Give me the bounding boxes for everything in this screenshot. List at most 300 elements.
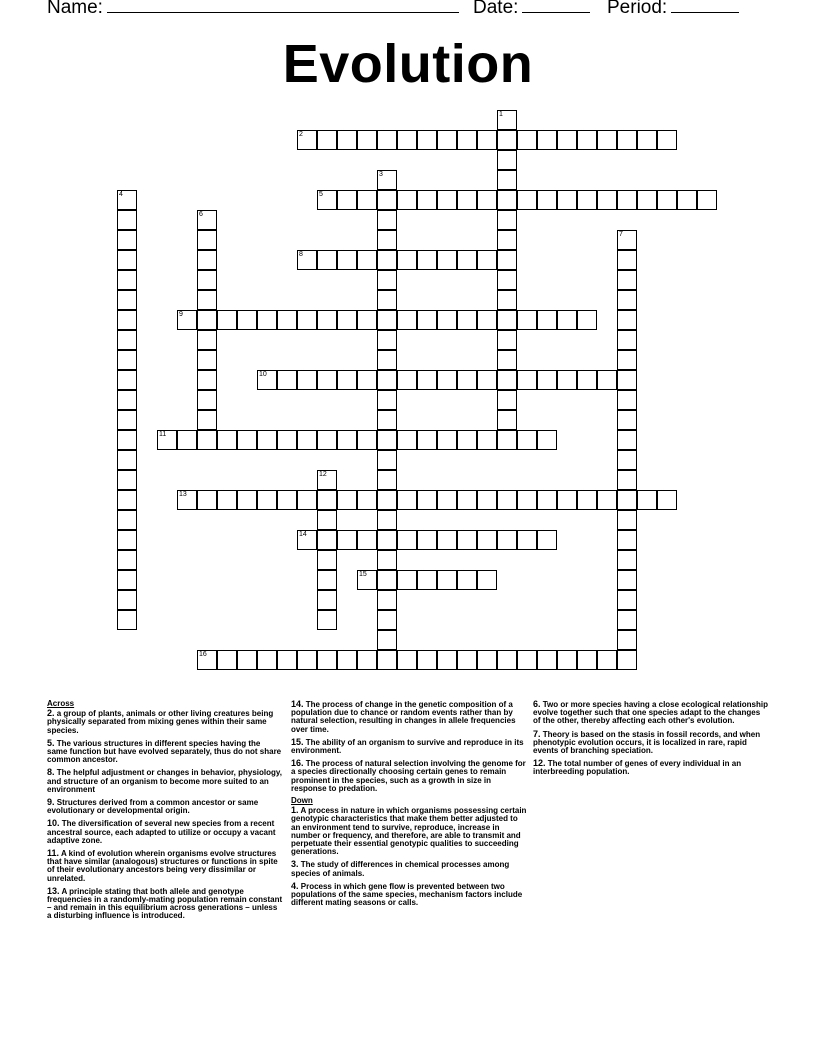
grid-cell[interactable] [397, 310, 417, 330]
grid-cell[interactable] [477, 490, 497, 510]
clue-item-text: The study of differences in chemical processes among species of animals. [291, 860, 510, 878]
clue-number: 10 [259, 371, 267, 378]
grid-cell[interactable] [437, 310, 457, 330]
grid-cell[interactable] [617, 450, 637, 470]
grid-cell[interactable] [497, 390, 517, 410]
grid-cell[interactable] [257, 430, 277, 450]
grid-cell[interactable] [457, 430, 477, 450]
clue-number: 3 [379, 171, 383, 178]
grid-cell[interactable] [597, 650, 617, 670]
grid-cell[interactable] [117, 510, 137, 530]
grid-cell[interactable] [117, 250, 137, 270]
grid-cell[interactable] [377, 490, 397, 510]
grid-cell[interactable] [437, 130, 457, 150]
grid-cell[interactable] [357, 370, 377, 390]
grid-cell[interactable] [697, 190, 717, 210]
grid-cell[interactable] [617, 190, 637, 210]
grid-cell[interactable] [597, 130, 617, 150]
grid-cell[interactable] [437, 430, 457, 450]
clue-item-number: 14. [291, 699, 304, 709]
clue-item [47, 887, 283, 921]
clue-column-3 [533, 700, 769, 781]
grid-cell[interactable] [257, 490, 277, 510]
grid-cell[interactable] [457, 190, 477, 210]
grid-cell[interactable] [217, 310, 237, 330]
grid-cell[interactable] [597, 370, 617, 390]
grid-cell[interactable] [657, 490, 677, 510]
grid-cell[interactable] [477, 570, 497, 590]
grid-cell[interactable] [457, 650, 477, 670]
grid-cell[interactable] [577, 650, 597, 670]
grid-cell[interactable] [457, 530, 477, 550]
grid-cell[interactable] [237, 430, 257, 450]
clue-item-number: 1. [291, 805, 299, 816]
grid-cell[interactable] [317, 250, 337, 270]
grid-cell[interactable] [417, 430, 437, 450]
grid-cell[interactable] [537, 310, 557, 330]
grid-cell[interactable] [197, 250, 217, 270]
grid-cell[interactable] [477, 370, 497, 390]
grid-cell[interactable] [537, 530, 557, 550]
grid-cell[interactable] [477, 530, 497, 550]
grid-cell[interactable] [497, 270, 517, 290]
grid-cell[interactable] [477, 430, 497, 450]
name-label: Name: [47, 0, 103, 18]
grid-cell[interactable] [497, 530, 517, 550]
grid-cell[interactable] [377, 310, 397, 330]
grid-cell[interactable] [197, 330, 217, 350]
clue-item [291, 700, 527, 734]
clue-item-text: A principle stating that both allele and genotype frequencies in a randomly-mating population remain constant – and remain in this equilibrium across generations – unless a disturbing influence is introduced. [47, 886, 283, 921]
grid-cell[interactable] [617, 430, 637, 450]
clue-item-number: 11. [47, 848, 60, 859]
grid-cell[interactable] [557, 370, 577, 390]
grid-cell[interactable] [497, 290, 517, 310]
grid-cell[interactable] [617, 470, 637, 490]
grid-cell[interactable] [457, 490, 477, 510]
grid-cell[interactable] [537, 490, 557, 510]
grid-cell[interactable] [317, 130, 337, 150]
grid-cell[interactable] [497, 230, 517, 250]
grid-cell[interactable] [197, 490, 217, 510]
grid-cell[interactable] [417, 570, 437, 590]
grid-cell[interactable] [377, 430, 397, 450]
grid-cell[interactable] [577, 310, 597, 330]
grid-cell[interactable] [297, 250, 317, 270]
grid-cell[interactable] [377, 650, 397, 670]
grid-cell[interactable] [377, 630, 397, 650]
grid-cell[interactable] [357, 250, 377, 270]
grid-cell[interactable] [617, 310, 637, 330]
grid-cell[interactable] [617, 410, 637, 430]
grid-cell[interactable] [397, 370, 417, 390]
clue-item-text: A kind of evolution wherein organisms evolve structures that have similar (analogous) structures or functions in spite of their evolutionary ancestors being very dissimilar or unrelated. [47, 849, 278, 883]
grid-cell[interactable] [317, 510, 337, 530]
grid-cell[interactable] [617, 290, 637, 310]
grid-cell[interactable] [377, 450, 397, 470]
grid-cell[interactable] [517, 530, 537, 550]
grid-cell[interactable] [397, 190, 417, 210]
grid-cell[interactable] [517, 130, 537, 150]
grid-cell[interactable] [377, 510, 397, 530]
clue-item [533, 759, 769, 776]
grid-cell[interactable] [337, 130, 357, 150]
grid-cell[interactable] [557, 190, 577, 210]
grid-cell[interactable] [317, 190, 337, 210]
grid-cell[interactable] [557, 650, 577, 670]
grid-cell[interactable] [177, 310, 197, 330]
grid-cell[interactable] [337, 430, 357, 450]
grid-cell[interactable] [337, 190, 357, 210]
grid-cell[interactable] [317, 430, 337, 450]
grid-cell[interactable] [617, 650, 637, 670]
grid-cell[interactable] [197, 390, 217, 410]
grid-cell[interactable] [377, 130, 397, 150]
grid-cell[interactable] [557, 310, 577, 330]
grid-cell[interactable] [617, 530, 637, 550]
clue-number: 1 [499, 111, 503, 118]
clue-item-number: 16. [291, 758, 304, 769]
grid-cell[interactable] [417, 190, 437, 210]
grid-cell[interactable] [377, 390, 397, 410]
grid-cell[interactable] [357, 570, 377, 590]
grid-cell[interactable] [277, 370, 297, 390]
grid-cell[interactable] [197, 210, 217, 230]
grid-cell[interactable] [497, 190, 517, 210]
grid-cell[interactable] [357, 310, 377, 330]
grid-cell[interactable] [537, 130, 557, 150]
grid-cell[interactable] [297, 370, 317, 390]
grid-cell[interactable] [377, 410, 397, 430]
grid-cell[interactable] [117, 530, 137, 550]
grid-cell[interactable] [437, 530, 457, 550]
grid-cell[interactable] [617, 230, 637, 250]
clue-number: 2 [299, 131, 303, 138]
grid-cell[interactable] [237, 650, 257, 670]
grid-cell[interactable] [177, 490, 197, 510]
grid-cell[interactable] [237, 490, 257, 510]
grid-cell[interactable] [197, 270, 217, 290]
grid-cell[interactable] [197, 430, 217, 450]
grid-cell[interactable] [437, 570, 457, 590]
grid-cell[interactable] [617, 490, 637, 510]
grid-cell[interactable] [117, 410, 137, 430]
grid-cell[interactable] [257, 310, 277, 330]
clue-item [291, 738, 527, 755]
grid-cell[interactable] [117, 610, 137, 630]
grid-cell[interactable] [397, 650, 417, 670]
grid-cell[interactable] [377, 170, 397, 190]
clue-item-number: 5. [47, 737, 55, 748]
grid-cell[interactable] [377, 470, 397, 490]
grid-cell[interactable] [477, 250, 497, 270]
grid-cell[interactable] [437, 490, 457, 510]
grid-cell[interactable] [617, 250, 637, 270]
grid-cell[interactable] [257, 650, 277, 670]
grid-cell[interactable] [437, 250, 457, 270]
clue-item-text: Two or more species having a close ecological relationship evolve together such that one species adapt to the changes of the other, thereby affecting each other's evolution. [533, 700, 768, 726]
grid-cell[interactable] [377, 610, 397, 630]
grid-cell[interactable] [617, 590, 637, 610]
grid-cell[interactable] [117, 430, 137, 450]
grid-cell[interactable] [317, 530, 337, 550]
grid-cell[interactable] [477, 130, 497, 150]
grid-cell[interactable] [417, 130, 437, 150]
grid-cell[interactable] [377, 590, 397, 610]
grid-cell[interactable] [457, 250, 477, 270]
grid-cell[interactable] [417, 650, 437, 670]
puzzle-title: Evolution [282, 34, 534, 94]
grid-cell[interactable] [497, 430, 517, 450]
grid-cell[interactable] [377, 290, 397, 310]
grid-cell[interactable] [557, 130, 577, 150]
grid-cell[interactable] [597, 190, 617, 210]
grid-cell[interactable] [517, 490, 537, 510]
grid-cell[interactable] [277, 430, 297, 450]
grid-cell[interactable] [297, 430, 317, 450]
grid-cell[interactable] [497, 310, 517, 330]
grid-cell[interactable] [657, 190, 677, 210]
grid-cell[interactable] [197, 650, 217, 670]
grid-cell[interactable] [617, 570, 637, 590]
grid-cell[interactable] [197, 290, 217, 310]
grid-cell[interactable] [157, 430, 177, 450]
grid-cell[interactable] [537, 430, 557, 450]
grid-cell[interactable] [117, 570, 137, 590]
grid-cell[interactable] [317, 590, 337, 610]
grid-cell[interactable] [117, 550, 137, 570]
grid-cell[interactable] [317, 370, 337, 390]
grid-cell[interactable] [297, 130, 317, 150]
grid-cell[interactable] [297, 530, 317, 550]
clue-number: 4 [119, 191, 123, 198]
grid-cell[interactable] [477, 650, 497, 670]
grid-cell[interactable] [377, 190, 397, 210]
grid-cell[interactable] [537, 650, 557, 670]
grid-cell[interactable] [617, 610, 637, 630]
grid-cell[interactable] [337, 650, 357, 670]
grid-cell[interactable] [197, 230, 217, 250]
grid-cell[interactable] [377, 570, 397, 590]
clue-item-number: 15. [291, 736, 304, 747]
grid-cell[interactable] [357, 490, 377, 510]
grid-cell[interactable] [497, 350, 517, 370]
grid-cell[interactable] [377, 530, 397, 550]
grid-cell[interactable] [517, 190, 537, 210]
grid-cell[interactable] [477, 190, 497, 210]
grid-cell[interactable] [497, 490, 517, 510]
grid-cell[interactable] [617, 270, 637, 290]
grid-cell[interactable] [357, 530, 377, 550]
grid-cell[interactable] [497, 130, 517, 150]
grid-cell[interactable] [617, 350, 637, 370]
grid-cell[interactable] [437, 650, 457, 670]
grid-cell[interactable] [517, 310, 537, 330]
grid-cell[interactable] [337, 530, 357, 550]
grid-cell[interactable] [117, 350, 137, 370]
clue-column-1 [47, 700, 283, 925]
grid-cell[interactable] [617, 370, 637, 390]
grid-cell[interactable] [117, 270, 137, 290]
grid-cell[interactable] [337, 370, 357, 390]
grid-cell[interactable] [117, 490, 137, 510]
grid-cell[interactable] [117, 330, 137, 350]
grid-cell[interactable] [317, 310, 337, 330]
grid-cell[interactable] [637, 130, 657, 150]
grid-cell[interactable] [457, 570, 477, 590]
down-heading: Down [291, 796, 313, 806]
grid-cell[interactable] [677, 190, 697, 210]
clue-number: 5 [319, 191, 323, 198]
clue-item [533, 700, 769, 726]
clue-number: 11 [159, 431, 167, 438]
grid-cell[interactable] [497, 150, 517, 170]
grid-cell[interactable] [317, 490, 337, 510]
grid-cell[interactable] [117, 310, 137, 330]
grid-cell[interactable] [217, 430, 237, 450]
grid-cell[interactable] [517, 370, 537, 390]
grid-cell[interactable] [277, 650, 297, 670]
grid-cell[interactable] [417, 250, 437, 270]
grid-cell[interactable] [477, 310, 497, 330]
grid-cell[interactable] [497, 210, 517, 230]
grid-cell[interactable] [397, 490, 417, 510]
clue-item-text: A process in nature in which organisms possessing certain genotypic characteristics that make them better adjusted to an environment tend to survive, reproduce, increase in number or frequency, and therefore, are able to transmit and perpetuate their essential genotypic qualities to succeeding generations. [291, 806, 527, 857]
grid-cell[interactable] [357, 430, 377, 450]
grid-cell[interactable] [117, 470, 137, 490]
grid-cell[interactable] [377, 270, 397, 290]
grid-cell[interactable] [537, 190, 557, 210]
grid-cell[interactable] [117, 590, 137, 610]
grid-cell[interactable] [417, 530, 437, 550]
grid-cell[interactable] [377, 550, 397, 570]
grid-cell[interactable] [317, 570, 337, 590]
grid-cell[interactable] [457, 130, 477, 150]
grid-cell[interactable] [117, 230, 137, 250]
grid-cell[interactable] [417, 490, 437, 510]
grid-cell[interactable] [357, 650, 377, 670]
grid-cell[interactable] [397, 530, 417, 550]
grid-cell[interactable] [577, 190, 597, 210]
clue-number: 13 [179, 491, 187, 498]
grid-cell[interactable] [377, 330, 397, 350]
grid-cell[interactable] [197, 350, 217, 370]
grid-cell[interactable] [497, 250, 517, 270]
clue-number: 9 [179, 311, 183, 318]
grid-cell[interactable] [577, 370, 597, 390]
clue-item-text: Theory is based on the stasis in fossil records, and when phenotypic evolution occurs, it is localized in rare, rapid events of branching speciation. [533, 729, 761, 756]
grid-cell[interactable] [317, 610, 337, 630]
grid-cell[interactable] [397, 250, 417, 270]
grid-cell[interactable] [237, 310, 257, 330]
grid-cell[interactable] [277, 310, 297, 330]
grid-cell[interactable] [497, 170, 517, 190]
grid-cell[interactable] [117, 370, 137, 390]
clue-item-number: 8. [47, 767, 55, 778]
grid-cell[interactable] [377, 250, 397, 270]
grid-cell[interactable] [217, 650, 237, 670]
grid-cell[interactable] [377, 230, 397, 250]
grid-cell[interactable] [277, 490, 297, 510]
grid-cell[interactable] [637, 490, 657, 510]
grid-cell[interactable] [617, 630, 637, 650]
grid-cell[interactable] [117, 190, 137, 210]
grid-cell[interactable] [197, 410, 217, 430]
grid-cell[interactable] [297, 310, 317, 330]
grid-cell[interactable] [457, 310, 477, 330]
grid-cell[interactable] [577, 490, 597, 510]
grid-cell[interactable] [377, 210, 397, 230]
grid-cell[interactable] [537, 370, 557, 390]
grid-cell[interactable] [337, 490, 357, 510]
grid-cell[interactable] [617, 510, 637, 530]
grid-cell[interactable] [317, 550, 337, 570]
grid-cell[interactable] [657, 130, 677, 150]
grid-cell[interactable] [117, 290, 137, 310]
grid-cell[interactable] [117, 210, 137, 230]
grid-cell[interactable] [617, 390, 637, 410]
grid-cell[interactable] [357, 190, 377, 210]
grid-cell[interactable] [497, 110, 517, 130]
grid-cell[interactable] [417, 310, 437, 330]
grid-cell[interactable] [257, 370, 277, 390]
grid-cell[interactable] [397, 130, 417, 150]
grid-cell[interactable] [617, 550, 637, 570]
grid-cell[interactable] [497, 650, 517, 670]
grid-cell[interactable] [617, 130, 637, 150]
grid-cell[interactable] [377, 350, 397, 370]
grid-cell[interactable] [597, 490, 617, 510]
grid-cell[interactable] [337, 310, 357, 330]
grid-cell[interactable] [297, 650, 317, 670]
clue-item-number: 4. [291, 880, 299, 891]
grid-cell[interactable] [637, 190, 657, 210]
grid-cell[interactable] [337, 250, 357, 270]
clue-item-text: The total number of genes of every individual in an interbreeding population. [533, 759, 742, 777]
grid-cell[interactable] [397, 570, 417, 590]
grid-cell[interactable] [417, 370, 437, 390]
grid-cell[interactable] [557, 490, 577, 510]
clue-item-number: 7. [533, 728, 541, 739]
grid-cell[interactable] [437, 370, 457, 390]
grid-cell[interactable] [617, 330, 637, 350]
grid-cell[interactable] [497, 330, 517, 350]
grid-cell[interactable] [197, 370, 217, 390]
grid-cell[interactable] [317, 470, 337, 490]
grid-cell[interactable] [457, 370, 477, 390]
grid-cell[interactable] [217, 490, 237, 510]
grid-cell[interactable] [437, 190, 457, 210]
date-label: Date: [473, 0, 519, 18]
grid-cell[interactable] [377, 370, 397, 390]
grid-cell[interactable] [117, 390, 137, 410]
grid-cell[interactable] [397, 430, 417, 450]
grid-cell[interactable] [497, 410, 517, 430]
grid-cell[interactable] [177, 430, 197, 450]
grid-cell[interactable] [297, 490, 317, 510]
grid-cell[interactable] [517, 650, 537, 670]
grid-cell[interactable] [517, 430, 537, 450]
grid-cell[interactable] [197, 310, 217, 330]
grid-cell[interactable] [117, 450, 137, 470]
grid-cell[interactable] [317, 650, 337, 670]
grid-cell[interactable] [577, 130, 597, 150]
grid-cell[interactable] [357, 130, 377, 150]
clue-number: 14 [299, 531, 307, 538]
clue-item [291, 759, 527, 793]
clue-item [47, 819, 283, 845]
grid-cell[interactable] [497, 370, 517, 390]
